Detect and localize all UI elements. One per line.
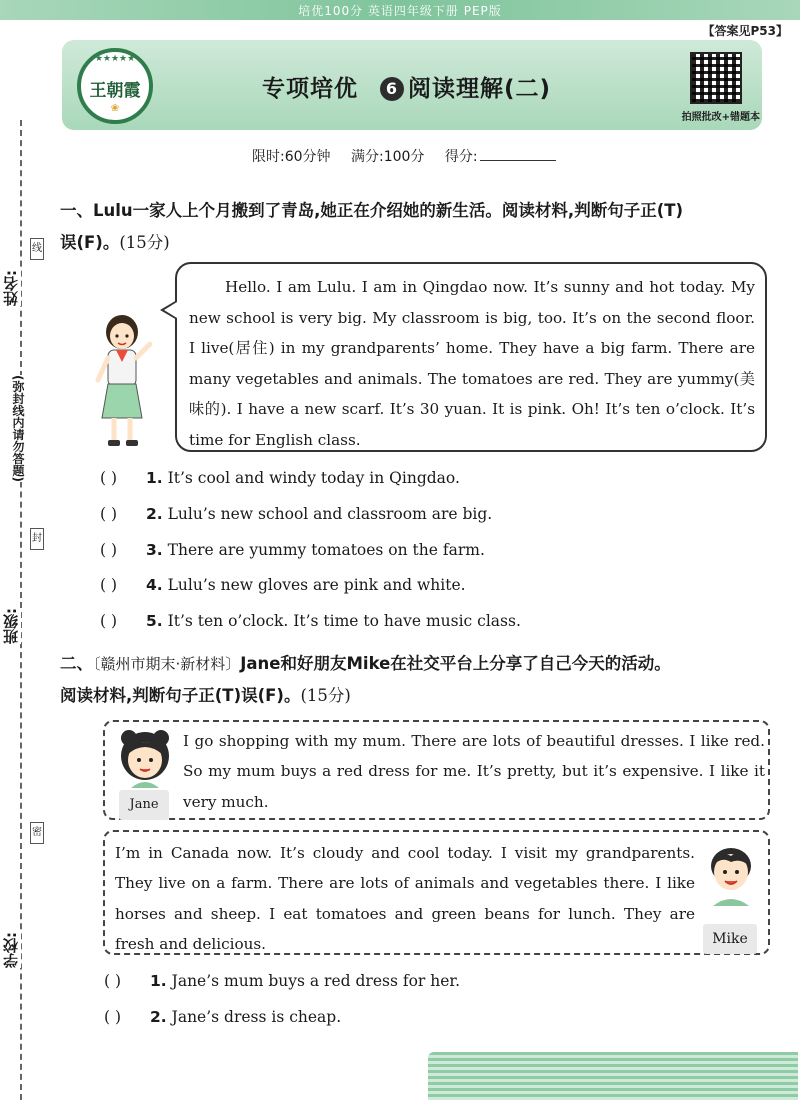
question-number: 2.: [146, 505, 163, 523]
jane-post-text: I go shopping with my mum. There are lots of beautiful dresses. I like red. So my mum buys a red dress for me. It’s pretty, but it’s expensive. I like it very much.: [183, 732, 765, 811]
answer-blank[interactable]: ( ): [100, 576, 118, 594]
answer-blank[interactable]: ( ): [100, 612, 118, 630]
full-score: 满分:100分: [350, 149, 425, 165]
section2-prefix: 二、: [60, 654, 93, 673]
s1-question-4: [100, 573, 466, 597]
section1-title-line1: 一、Lulu一家人上个月搬到了青岛,她正在介绍她的新生活。阅读材料,判断句子正(T): [60, 201, 684, 220]
time-limit: 限时:60分钟: [252, 149, 331, 165]
question-text: It’s ten o’clock. It’s time to have music class.: [167, 612, 521, 630]
seal-mark-bottom: 密: [30, 822, 44, 844]
name-field-label: 姓名:: [2, 270, 20, 306]
question-number: 4.: [146, 576, 163, 594]
seal-mark-top: 线: [30, 238, 44, 260]
answer-blank[interactable]: ( ): [104, 1008, 122, 1026]
speech-bubble-tail-fill: [164, 302, 177, 318]
section2-points: (15分): [300, 686, 351, 705]
title-number-badge: 6: [380, 77, 404, 101]
question-text: Lulu’s new gloves are pink and white.: [167, 576, 466, 594]
question-number: 1.: [150, 972, 167, 990]
question-text: It’s cool and windy today in Qingdao.: [167, 469, 460, 487]
s1-question-5: [100, 609, 521, 633]
title-suffix: 阅读理解(二): [408, 76, 552, 102]
lulu-speech-bubble: [175, 262, 767, 452]
answer-blank[interactable]: ( ): [100, 469, 118, 487]
class-field-label: 班级:: [2, 608, 20, 644]
publisher-logo: [77, 48, 153, 124]
section2-title-line2: 阅读材料,判断句子正(T)误(F)。: [60, 686, 301, 705]
answer-blank[interactable]: ( ): [104, 972, 122, 990]
section1-title: [60, 195, 683, 259]
page-title: [262, 70, 551, 103]
section1-points: (15分): [119, 233, 170, 252]
s1-question-3: [100, 538, 485, 562]
lulu-illustration: [90, 310, 158, 450]
mike-avatar: [701, 842, 761, 906]
title-prefix: 专项培优: [262, 76, 358, 102]
question-text: Lulu’s new school and classroom are big.: [167, 505, 493, 523]
star-icon: ★★★★★: [94, 54, 136, 64]
s2-question-1: [104, 969, 460, 993]
jane-post-card: [103, 720, 770, 820]
s2-question-2: [104, 1005, 341, 1029]
question-number: 2.: [150, 1008, 167, 1026]
question-text: There are yummy tomatoes on the farm.: [167, 541, 485, 559]
mike-post-text: I’m in Canada now. It’s cloudy and cool today. I visit my grandparents. They live on a farm. There are lots of animals and vegetables there. I like horses and sheep. I eat tomatoes and green beans for lunch. They are fresh and delicious.: [115, 844, 695, 953]
s1-question-1: [100, 466, 460, 490]
section1-title-line2: 误(F)。: [60, 233, 120, 252]
book-series-label: 培优100分 英语四年级下册 PEP版: [298, 4, 502, 18]
answer-blank[interactable]: ( ): [100, 541, 118, 559]
section2-title: [60, 648, 671, 712]
mike-name-label: Mike: [703, 924, 757, 954]
section2-title-line1: Jane和好朋友Mike在社交平台上分享了自己今天的活动。: [240, 654, 671, 673]
title-banner: [62, 40, 762, 130]
binding-margin: [0, 120, 48, 1100]
question-number: 5.: [146, 612, 163, 630]
section2-source-tag: 〔赣州市期末·新材料〕: [93, 655, 241, 673]
question-text: Jane’s dress is cheap.: [171, 1008, 342, 1026]
top-strip: [0, 0, 800, 20]
question-text: Jane’s mum buys a red dress for her.: [171, 972, 461, 990]
score-blank[interactable]: [480, 160, 556, 161]
section1-passage: Hello. I am Lulu. I am in Qingdao now. It’s sunny and hot today. My new school is very big. My classroom is big, too. It’s on the second floor. I live(居住) in my grandparents’ home. They have a big farm. There are many vegetables and animals. The tomatoes are red. They are yummy(美味的). I have a new scarf. It’s 30 yuan. It is pink. Oh! It’s ten o’clock. It’s time for English class.: [189, 278, 755, 449]
logo-text: 王朝霞: [89, 81, 141, 101]
qr-code-icon[interactable]: [690, 52, 742, 104]
question-number: 1.: [146, 469, 163, 487]
school-field-label: 学校:: [2, 932, 20, 968]
leaf-icon: ❀: [110, 103, 120, 114]
jane-avatar: [115, 728, 175, 790]
answer-reference: 【答案见P53】: [702, 24, 788, 38]
mike-post-card: [103, 830, 770, 955]
qr-caption: 拍照批改+错题本: [681, 112, 760, 123]
question-number: 3.: [146, 541, 163, 559]
seal-mark-mid: 封: [30, 528, 44, 550]
answer-blank[interactable]: ( ): [100, 505, 118, 523]
jane-name-label: Jane: [119, 790, 169, 820]
bottom-decoration: [428, 1052, 798, 1100]
s1-question-2: [100, 502, 492, 526]
exam-meta: [252, 146, 572, 166]
seal-warning: (弥封线内请勿答题): [11, 375, 25, 482]
score-label: 得分:: [444, 149, 478, 165]
